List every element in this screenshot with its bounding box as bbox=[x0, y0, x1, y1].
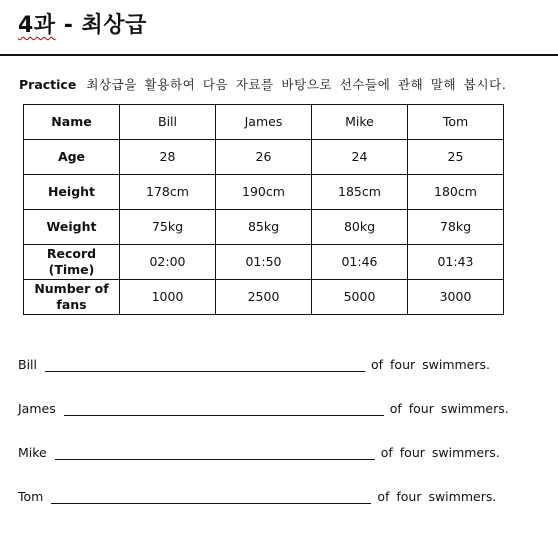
table-cell: James bbox=[216, 105, 312, 140]
table-cell: 3000 bbox=[408, 280, 504, 315]
table-row-fans bbox=[24, 280, 504, 315]
table-row-height bbox=[24, 175, 504, 210]
table-cell: 85kg bbox=[216, 210, 312, 245]
row-header-name: Name bbox=[24, 105, 120, 140]
title-separator: - bbox=[55, 13, 82, 38]
table-row-age bbox=[24, 140, 504, 175]
table-cell: 25 bbox=[408, 140, 504, 175]
row-header-fans: Number of fans bbox=[24, 280, 120, 315]
table-cell: 180cm bbox=[408, 175, 504, 210]
table-cell: 75kg bbox=[120, 210, 216, 245]
row-header-weight: Weight bbox=[24, 210, 120, 245]
sentence-name: James bbox=[18, 401, 56, 416]
table-cell: 5000 bbox=[312, 280, 408, 315]
answer-blank[interactable] bbox=[55, 445, 375, 460]
table-cell: 78kg bbox=[408, 210, 504, 245]
table-cell: 1000 bbox=[120, 280, 216, 315]
table-row-name bbox=[24, 105, 504, 140]
table-cell: Tom bbox=[408, 105, 504, 140]
table-cell: 26 bbox=[216, 140, 312, 175]
answer-blank[interactable] bbox=[51, 489, 371, 504]
sentence-name: Tom bbox=[18, 489, 44, 504]
lesson-number: 4과 bbox=[18, 13, 56, 38]
table-cell: 01:50 bbox=[216, 245, 312, 280]
table-cell: Mike bbox=[312, 105, 408, 140]
sentence-tail: of four swimmers. bbox=[389, 401, 509, 416]
row-header-record: Record (Time) bbox=[24, 245, 120, 280]
table-cell: 80kg bbox=[312, 210, 408, 245]
sentence-name: Mike bbox=[18, 445, 47, 460]
title-divider bbox=[0, 54, 558, 56]
sentence-tail: of four swimmers. bbox=[380, 445, 500, 460]
table-cell: 01:43 bbox=[408, 245, 504, 280]
sentence-tail: of four swimmers. bbox=[371, 357, 490, 372]
table-cell: 2500 bbox=[216, 280, 312, 315]
swimmer-data-table bbox=[23, 104, 504, 315]
table-cell: 24 bbox=[312, 140, 408, 175]
sentence-tail: of four swimmers. bbox=[377, 489, 497, 504]
table-cell: Bill bbox=[120, 105, 216, 140]
sentence-bill bbox=[18, 357, 490, 372]
sentence-mike bbox=[18, 445, 500, 460]
practice-label: Practice bbox=[19, 77, 77, 92]
sentence-tom bbox=[18, 489, 496, 504]
page-title bbox=[18, 8, 147, 39]
row-header-height: Height bbox=[24, 175, 120, 210]
row-header-age: Age bbox=[24, 140, 120, 175]
table-cell: 02:00 bbox=[120, 245, 216, 280]
table-cell: 190cm bbox=[216, 175, 312, 210]
sentence-james bbox=[18, 401, 509, 416]
practice-instruction bbox=[19, 75, 506, 93]
table-cell: 01:46 bbox=[312, 245, 408, 280]
table-row-weight bbox=[24, 210, 504, 245]
table-cell: 185cm bbox=[312, 175, 408, 210]
lesson-topic: 최상급 bbox=[81, 13, 147, 38]
table-cell: 178cm bbox=[120, 175, 216, 210]
answer-blank[interactable] bbox=[64, 401, 384, 416]
answer-blank[interactable] bbox=[45, 357, 365, 372]
table-row-record bbox=[24, 245, 504, 280]
instruction-text: 최상급을 활용하여 다음 자료를 바탕으로 선수들에 관해 말해 봅시다. bbox=[86, 77, 507, 92]
sentence-name: Bill bbox=[18, 357, 37, 372]
table-cell: 28 bbox=[120, 140, 216, 175]
